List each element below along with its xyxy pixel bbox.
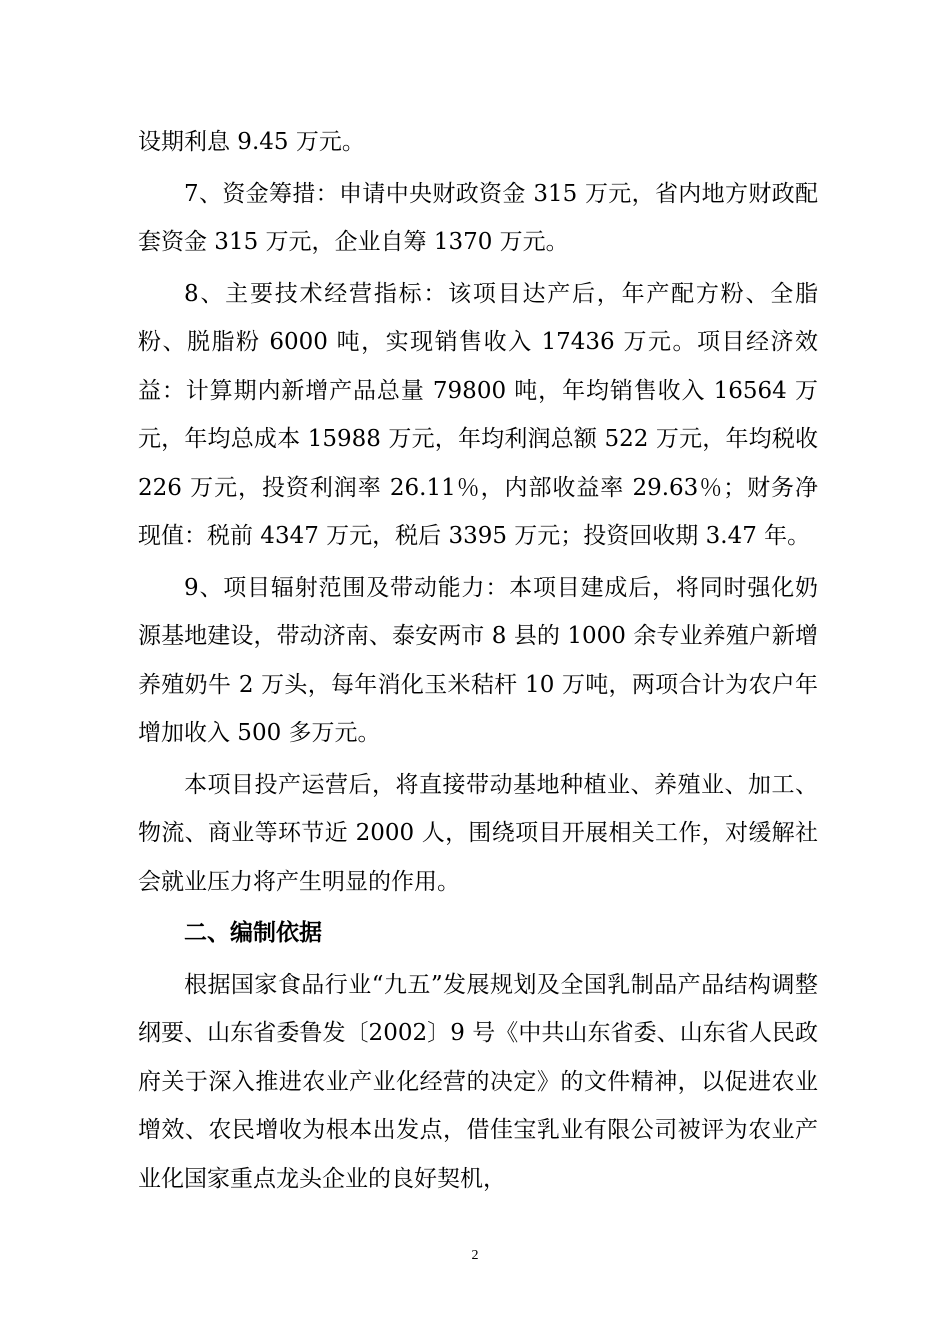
paragraph-radiation: 9、项目辐射范围及带动能力：本项目建成后，将同时强化奶源基地建设，带动济南、泰安两市 8 县的 1000 余专业养殖户新增养殖奶牛 2 万头，每年消化玉米秸杆 10 万吨，两项合计为农户年增加收入 500 多万元。 (138, 574, 818, 746)
paragraph-basis: 根据国家食品行业“九五”发展规划及全国乳制品产品结构调整纲要、山东省委鲁发〔2002〕9 号《中共山东省委、山东省人民政府关于深入推进农业产业化经营的决定》的文件精神，以促进农业增效、农民增收为根本出发点，借佳宝乳业有限公司被评为农业产业化国家重点龙头企业的良好契机， (138, 971, 818, 1192)
section-heading: 二、编制依据 (184, 920, 322, 946)
paragraph-interest: 设期利息 9.45 万元。 (138, 129, 365, 155)
paragraph-employment: 本项目投产运营后，将直接带动基地种植业、养殖业、加工、物流、商业等环节近 2000 人，围绕项目开展相关工作，对缓解社会就业压力将产生明显的作用。 (138, 771, 818, 895)
paragraph-funding: 7、资金筹措：申请中央财政资金 315 万元，省内地方财政配套资金 315 万元，企业自筹 1370 万元。 (138, 180, 818, 255)
page-number: 2 (471, 1248, 479, 1263)
document-body (138, 118, 818, 1206)
paragraph-indicators: 8、主要技术经营指标：该项目达产后，年产配方粉、全脂粉、脱脂粉 6000 吨，实现销售收入 17436 万元。项目经济效益：计算期内新增产品总量 79800 吨，年均销售收入 16564 万元，年均总成本 15988 万元，年均利润总额 522 万元，年均税收 226 万元，投资利润率 26.11％，内部收益率 29.63％；财务净现值：税前 4347 万元，税后 3395 万元；投资回收期 3.47 年。 (138, 280, 818, 549)
